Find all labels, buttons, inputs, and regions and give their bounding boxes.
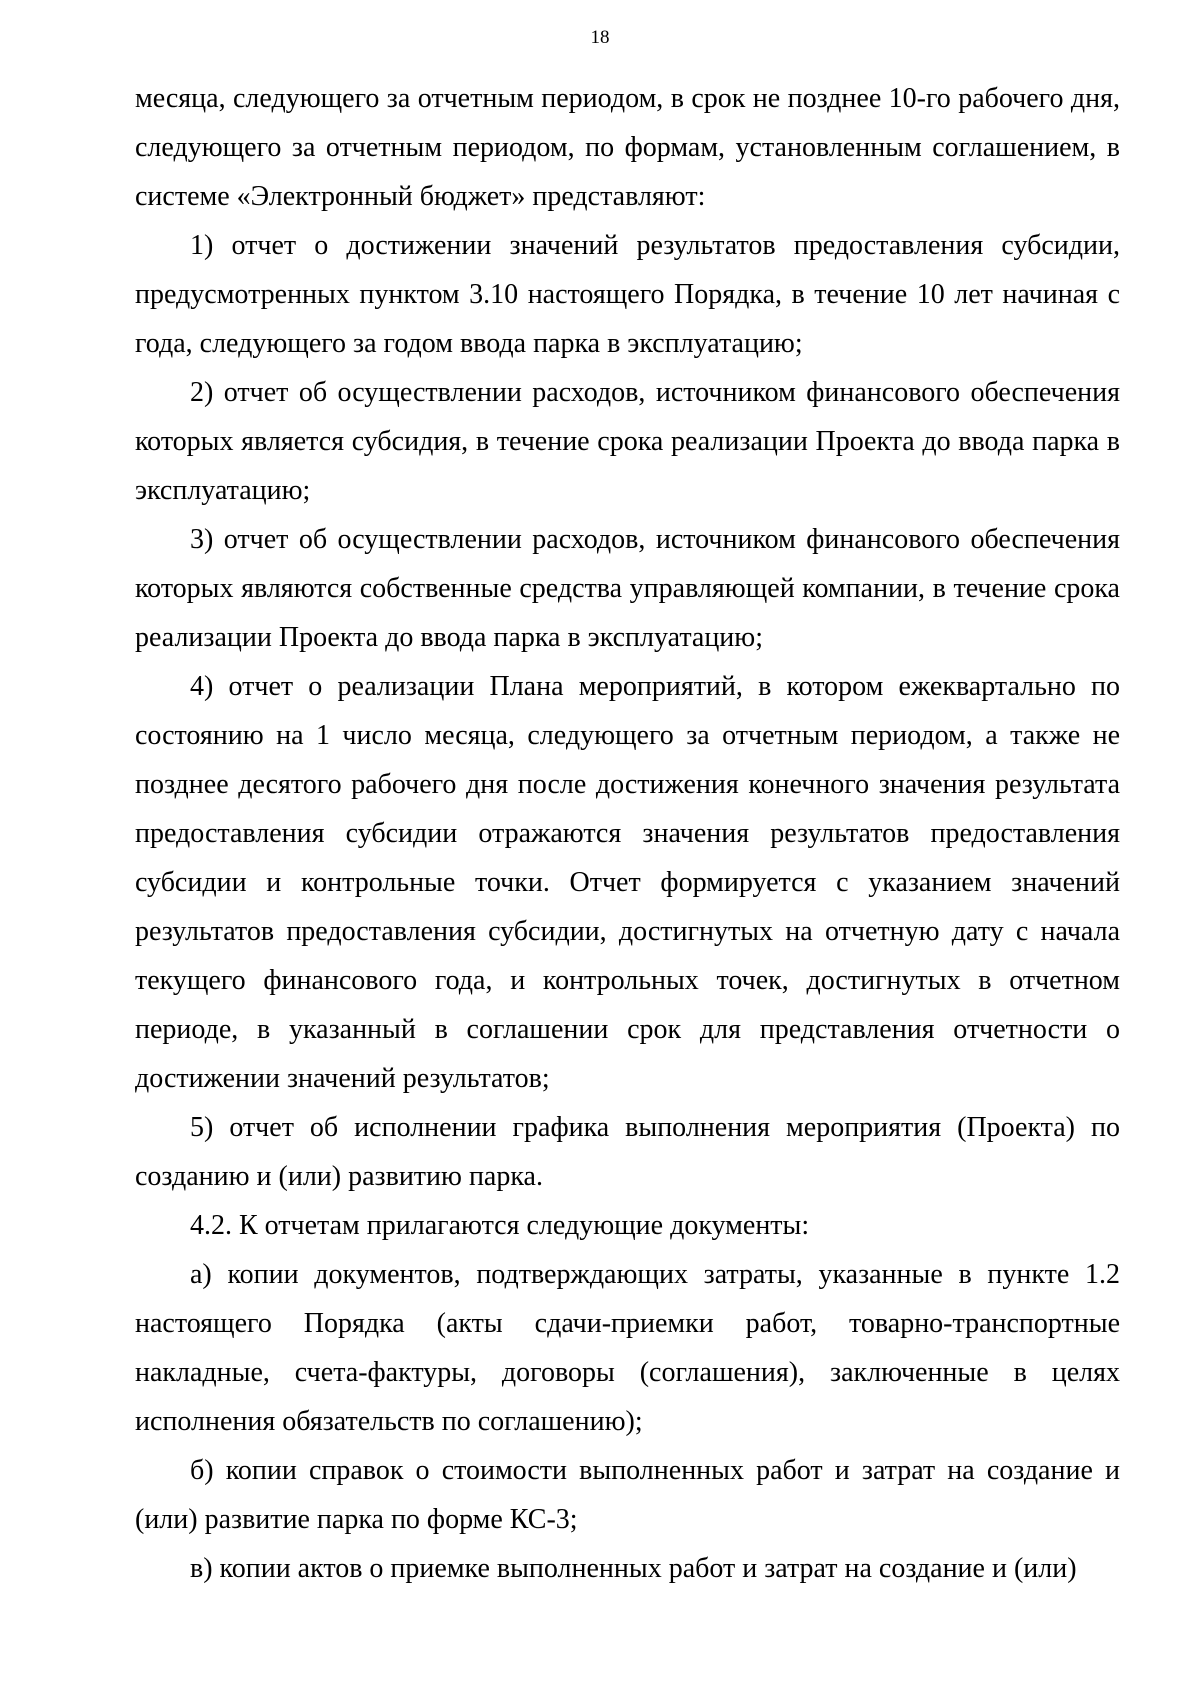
list-item-3: 3) отчет об осуществлении расходов, источником финансового обеспечения которых являются собственные средства управляющей компании, в течение срока реализации Проекта до ввода парка в эксплуатацию; (135, 524, 1120, 653)
list-item-5: 5) отчет об исполнении графика выполнения мероприятия (Проекта) по созданию и (или) развитию парка. (135, 1112, 1120, 1192)
list-item-a: а) копии документов, подтверждающих затраты, указанные в пункте 1.2 настоящего Порядка (акты сдачи-приемки работ, товарно-транспортные накладные, счета-фактуры, договоры (соглашения), заключенные в целях исполнения обязательств по соглашению); (135, 1259, 1120, 1437)
list-item-b: б) копии справок о стоимости выполненных работ и затрат на создание и (или) развитие парка по форме КС-3; (135, 1455, 1120, 1535)
list-item-v: в) копии актов о приемке выполненных работ и затрат на создание и (или) (190, 1553, 1077, 1584)
section-4-2-heading: 4.2. К отчетам прилагаются следующие документы: (190, 1210, 810, 1241)
list-item-4: 4) отчет о реализации Плана мероприятий, в котором ежеквартально по состоянию на 1 число месяца, следующего за отчетным периодом, а также не позднее десятого рабочего дня после достижения конечного значения результата предоставления субсидии отражаются значения результатов предоставления субсидии и контрольные точки. Отчет формируется с указанием значений результатов предоставления субсидии, достигнутых на отчетную дату с начала текущего финансового года, и контрольных точек, достигнутых в отчетном периоде, в указанный в соглашении срок для представления отчетности о достижении значений результатов; (135, 671, 1120, 1094)
document-body (135, 74, 1120, 1593)
list-item-1: 1) отчет о достижении значений результатов предоставления субсидии, предусмотренных пунктом 3.10 настоящего Порядка, в течение 10 лет начиная с года, следующего за годом ввода парка в эксплуатацию; (135, 230, 1120, 359)
paragraph-continuation: месяца, следующего за отчетным периодом, в срок не позднее 10-го рабочего дня, следующего за отчетным периодом, по формам, установленным соглашением, в системе «Электронный бюджет» представляют: (135, 83, 1120, 212)
list-item-2: 2) отчет об осуществлении расходов, источником финансового обеспечения которых является субсидия, в течение срока реализации Проекта до ввода парка в эксплуатацию; (135, 377, 1120, 506)
page-number: 18 (590, 27, 610, 48)
